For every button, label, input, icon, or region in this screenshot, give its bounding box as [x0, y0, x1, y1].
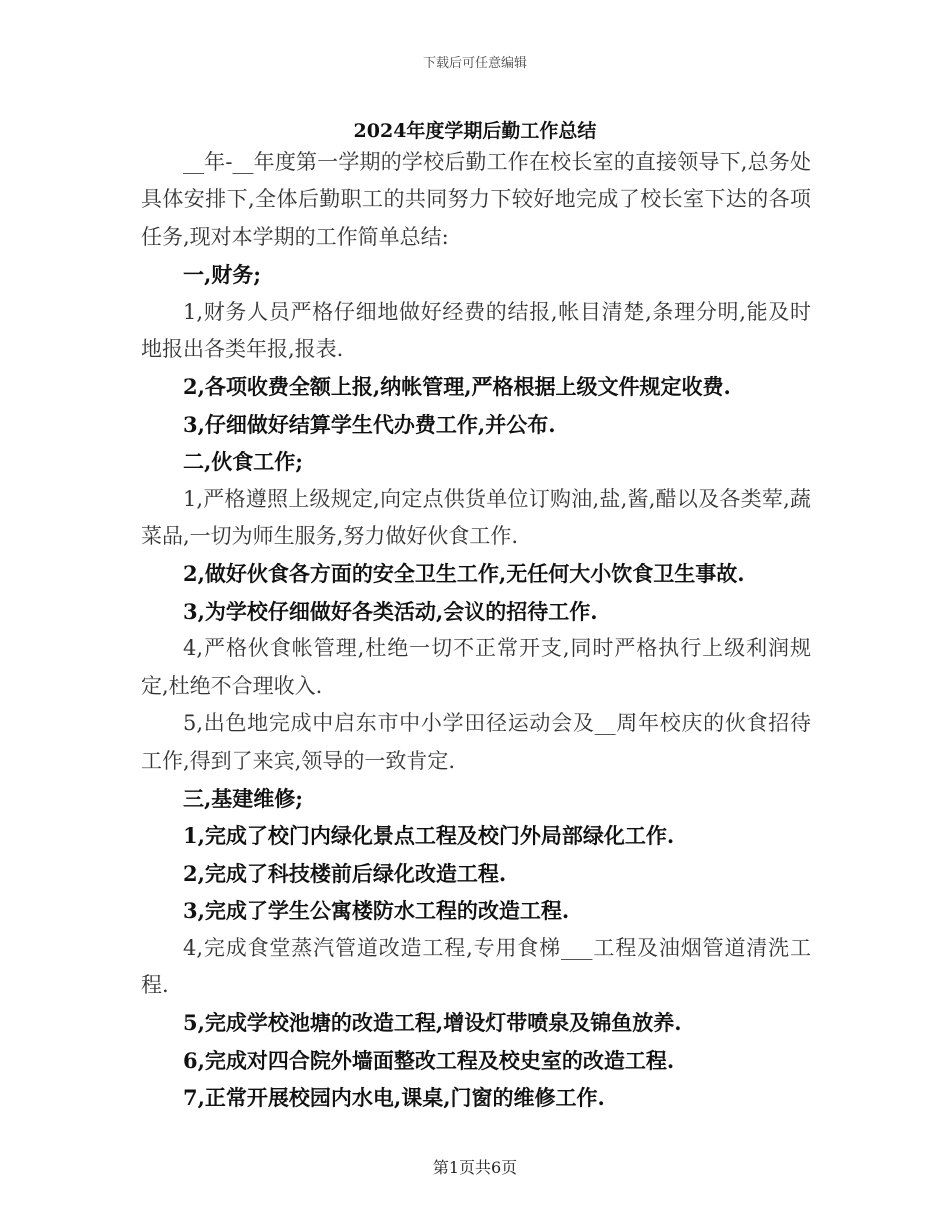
paragraph-intro: __年-__年度第一学期的学校后勤工作在校长室的直接领导下,总务处具体安排下,全体后勤职工的共同努力下较好地完成了校长室下达的各项任务,现对本学期的工作简单总结: [141, 150, 811, 249]
paragraph-construction-1: 1,完成了校门内绿化景点工程及校门外局部绿化工作. [183, 823, 675, 849]
paragraph-construction-7: 7,正常开展校园内水电,课桌,门窗的维修工作. [183, 1085, 605, 1111]
page-footer: 第1页共6页 [432, 1158, 518, 1177]
paragraph-finance-2: 2,各项收费全额上报,纳帐管理,严格根据上级文件规定收费. [183, 374, 731, 400]
paragraph-catering-2: 2,做好伙食各方面的安全卫生工作,无任何大小饮食卫生事故. [183, 561, 745, 587]
paragraph-catering-4: 4,严格伙食帐管理,杜绝一切不正常开支,同时严格执行上级利润规定,杜绝不合理收入. [141, 636, 811, 698]
paragraph-construction-5: 5,完成学校池塘的改造工程,增设灯带喷泉及锦鱼放养. [183, 1010, 682, 1036]
paragraph-catering-5: 5,出色地完成中启东市中小学田径运动会及__周年校庆的伙食招待工作,得到了来宾,领导的一致肯定. [141, 711, 811, 773]
paragraph-catering-1: 1,严格遵照上级规定,向定点供货单位订购油,盐,酱,醋以及各类荤,蔬菜品,一切为师生服务,努力做好伙食工作. [141, 486, 811, 549]
section-heading-catering: 二,伙食工作; [183, 449, 304, 475]
section-heading-finance: 一,财务; [183, 262, 262, 288]
paragraph-construction-2: 2,完成了科技楼前后绿化改造工程. [183, 860, 507, 886]
document-title: 2024年度学期后勤工作总结 [353, 120, 597, 142]
document-body [141, 144, 811, 1117]
paragraph-construction-6: 6,完成对四合院外墙面整改工程及校史室的改造工程. [183, 1047, 675, 1073]
paragraph-finance-3: 3,仔细做好结算学生代办费工作,并公布. [183, 411, 556, 437]
section-heading-construction: 三,基建维修; [183, 785, 304, 811]
paragraph-catering-3: 3,为学校仔细做好各类活动,会议的招待工作. [183, 598, 598, 624]
paragraph-finance-1: 1,财务人员严格仔细地做好经费的结报,帐目清楚,条理分明,能及时地报出各类年报,报表. [141, 299, 811, 362]
paragraph-construction-4: 4,完成食堂蒸汽管道改造工程,专用食梯___工程及油烟管道清洗工程. [141, 935, 811, 997]
paragraph-construction-3: 3,完成了学生公寓楼防水工程的改造工程. [183, 898, 570, 924]
header-note: 下载后可任意编辑 [422, 56, 527, 71]
